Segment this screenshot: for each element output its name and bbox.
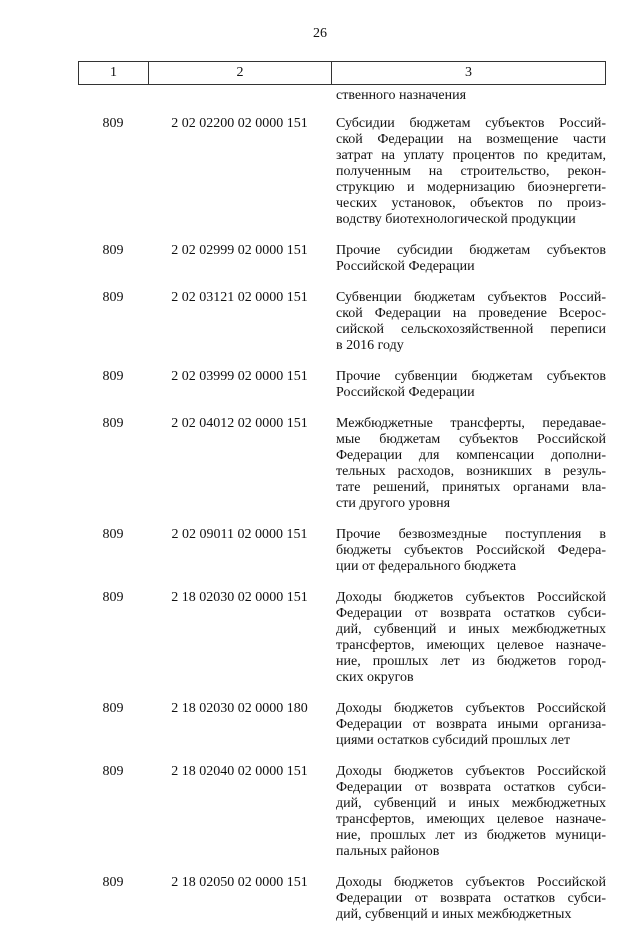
budget-code-cell: 2 02 09011 02 0000 151 xyxy=(171,527,308,542)
description-line: Прочие безвозмездные поступления в xyxy=(336,527,606,542)
description-line: струкцию и модернизацию биоэнергети- xyxy=(336,180,606,195)
description-cell xyxy=(336,116,606,228)
description-line: ских округов xyxy=(336,670,414,685)
description-line: ской Федерации на возмещение части xyxy=(336,132,606,147)
admin-code-cell: 809 xyxy=(102,116,124,131)
description-cell xyxy=(336,590,606,686)
description-line: Доходы бюджетов субъектов Российской xyxy=(336,701,606,716)
header-col-1: 1 xyxy=(79,62,149,84)
budget-code-cell: 2 02 03999 02 0000 151 xyxy=(171,369,308,384)
description-line: Российской Федерации xyxy=(336,385,475,400)
description-line: ческих установок, объектов по произ- xyxy=(336,196,606,211)
admin-code-cell: 809 xyxy=(102,764,124,779)
description-line: тате решений, принятых органами вла- xyxy=(336,480,606,495)
description-line: Федерации для компенсации дополни- xyxy=(336,448,606,463)
description-line: Российской Федерации xyxy=(336,259,475,274)
description-line: водству биотехнологической продукции xyxy=(336,212,576,227)
admin-code-cell: 809 xyxy=(102,875,124,890)
continuation-text: ственного назначения xyxy=(336,88,467,103)
admin-code-cell: 809 xyxy=(102,701,124,716)
description-cell xyxy=(336,764,606,860)
description-line: сийской сельскохозяйственной переписи xyxy=(336,322,606,337)
page-number: 26 xyxy=(313,26,327,41)
table-row xyxy=(78,527,606,575)
description-line: пальных районов xyxy=(336,844,440,859)
table-row-continuation xyxy=(78,88,606,104)
description-line: циями остатков субсидий прошлых лет xyxy=(336,733,571,748)
admin-code-cell: 809 xyxy=(102,369,124,384)
description-line: в 2016 году xyxy=(336,338,404,353)
description-cell xyxy=(336,416,606,512)
table-row xyxy=(78,416,606,512)
budget-code-cell: 2 18 02030 02 0000 180 xyxy=(171,701,308,716)
description-line: дий, субвенций и иных межбюджетных xyxy=(336,622,606,637)
description-line: ской Федерации на проведение Всерос- xyxy=(336,306,606,321)
description-line: Федерации от возврата остатков субси- xyxy=(336,780,606,795)
description-cell xyxy=(336,875,606,923)
description-cell xyxy=(336,290,606,354)
description-line: Доходы бюджетов субъектов Российской xyxy=(336,764,606,779)
description-line: мые бюджетам субъектов Российской xyxy=(336,432,606,447)
description-line: Межбюджетные трансферты, передавае- xyxy=(336,416,606,431)
budget-code-cell: 2 02 02999 02 0000 151 xyxy=(171,243,308,258)
description-line: сти другого уровня xyxy=(336,496,451,511)
budget-code-cell: 2 02 02200 02 0000 151 xyxy=(171,116,308,131)
description-line: дий, субвенций и иных межбюджетных xyxy=(336,907,572,922)
description-cell xyxy=(336,369,606,401)
description-cell xyxy=(336,701,606,749)
table-row xyxy=(78,116,606,228)
description-line: дий, субвенций и иных межбюджетных xyxy=(336,796,606,811)
description-line: Федерации от возврата иными организа- xyxy=(336,717,606,732)
table-row xyxy=(78,590,606,686)
admin-code-cell: 809 xyxy=(102,527,124,542)
table-row xyxy=(78,764,606,860)
header-col-2: 2 xyxy=(149,62,332,84)
description-line: Доходы бюджетов субъектов Российской xyxy=(336,590,606,605)
admin-code-cell: 809 xyxy=(102,243,124,258)
description-cell xyxy=(336,243,606,275)
description-line: Федерации от возврата остатков субси- xyxy=(336,891,606,906)
table-header xyxy=(78,61,606,85)
table-body xyxy=(78,88,606,938)
description-line: Прочие субсидии бюджетам субъектов xyxy=(336,243,606,258)
budget-code-cell: 2 18 02040 02 0000 151 xyxy=(171,764,308,779)
table-row xyxy=(78,701,606,749)
budget-code-cell: 2 02 03121 02 0000 151 xyxy=(171,290,308,305)
description-line: трансфертов, имеющих целевое назначе- xyxy=(336,812,606,827)
description-line: бюджеты субъектов Российской Федера- xyxy=(336,543,606,558)
header-col-3: 3 xyxy=(465,65,472,80)
description-cell xyxy=(336,527,606,575)
table-row xyxy=(78,875,606,923)
description-line: ние, прошлых лет из бюджетов город- xyxy=(336,654,606,669)
description-line: Прочие субвенции бюджетам субъектов xyxy=(336,369,606,384)
admin-code-cell: 809 xyxy=(102,416,124,431)
admin-code-cell: 809 xyxy=(102,290,124,305)
description-line: полученным на строительство, рекон- xyxy=(336,164,606,179)
table-row xyxy=(78,243,606,275)
description-line: затрат на уплату процентов по кредитам, xyxy=(336,148,606,163)
description-line: Субвенции бюджетам субъектов Россий- xyxy=(336,290,606,305)
budget-code-cell: 2 18 02050 02 0000 151 xyxy=(171,875,308,890)
description-line: Доходы бюджетов субъектов Российской xyxy=(336,875,606,890)
description-line: ние, прошлых лет из бюджетов муници- xyxy=(336,828,606,843)
table-row xyxy=(78,290,606,354)
budget-code-cell: 2 18 02030 02 0000 151 xyxy=(171,590,308,605)
table-row xyxy=(78,369,606,401)
description-line: трансфертов, имеющих целевое назначе- xyxy=(336,638,606,653)
description-line: Федерации от возврата остатков субси- xyxy=(336,606,606,621)
description-line: тельных расходов, возникших в резуль- xyxy=(336,464,606,479)
admin-code-cell: 809 xyxy=(102,590,124,605)
description-line: Субсидии бюджетам субъектов Россий- xyxy=(336,116,606,131)
budget-code-cell: 2 02 04012 02 0000 151 xyxy=(171,416,308,431)
description-line: ции от федерального бюджета xyxy=(336,559,517,574)
